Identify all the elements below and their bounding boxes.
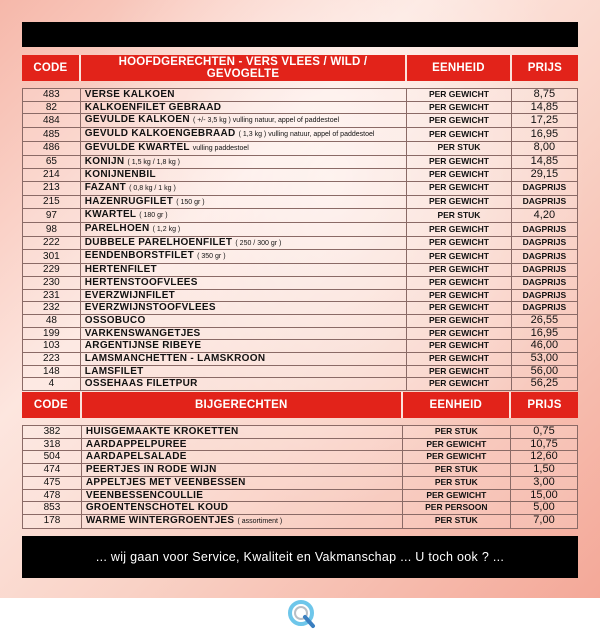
- item-name: VARKENSWANGETJES: [84, 327, 201, 339]
- item-name: OSSEHAAS FILETPUR: [84, 378, 198, 390]
- item-note: ( 1,2 kg ): [152, 226, 181, 234]
- table-row: [22, 328, 578, 341]
- item-unit: PER GEWICHT: [407, 366, 512, 379]
- item-unit: PER GEWICHT: [407, 264, 512, 277]
- item-code: 199: [22, 328, 81, 341]
- item-name-cell: [81, 250, 407, 264]
- item-name-cell: [81, 378, 407, 391]
- table-row: [22, 209, 578, 223]
- item-note: ( 1,3 kg ) vulling natuur, appel of paddestoel: [238, 131, 375, 139]
- item-unit: PER STUK: [407, 209, 512, 223]
- item-price: DAGPRIJS: [512, 223, 578, 237]
- item-name: EVERZWIJNFILET: [84, 289, 176, 301]
- item-name-cell: [81, 328, 407, 341]
- table-row: [22, 156, 578, 170]
- item-name-cell: [81, 209, 407, 223]
- table-row: [22, 302, 578, 315]
- item-name-cell: [81, 182, 407, 196]
- item-price: 46,00: [512, 340, 578, 353]
- item-name-cell: [81, 290, 407, 303]
- table-row: [22, 451, 578, 464]
- item-code: 178: [22, 515, 82, 529]
- item-price: 1,50: [511, 464, 578, 477]
- main-dishes-header-row: [22, 55, 578, 81]
- table-row: [22, 142, 578, 156]
- item-code: 474: [22, 464, 82, 477]
- item-name: PARELHOEN: [84, 223, 150, 235]
- item-name: VEENBESSENCOULLIE: [85, 489, 204, 501]
- item-code: 222: [22, 237, 81, 251]
- item-name-cell: [81, 302, 407, 315]
- item-name: FAZANT: [84, 181, 127, 193]
- item-unit: PER GEWICHT: [407, 290, 512, 303]
- item-price: 14,85: [512, 102, 578, 115]
- item-name-cell: [82, 515, 403, 529]
- item-unit: PER GEWICHT: [407, 114, 512, 128]
- side-dishes-header-row: [22, 392, 578, 418]
- item-name: GROENTENSCHOTEL KOUD: [85, 502, 229, 514]
- item-note: vulling paddestoel: [192, 144, 249, 152]
- item-code: 318: [22, 439, 82, 452]
- item-code: 213: [22, 182, 81, 196]
- item-code: 4: [22, 378, 81, 391]
- item-name: PEERTJES IN RODE WIJN: [85, 464, 217, 476]
- item-price: 8,00: [512, 142, 578, 156]
- item-name: GEVULDE KWARTEL: [84, 141, 190, 153]
- item-unit: PER GEWICHT: [407, 353, 512, 366]
- item-unit: PER GEWICHT: [407, 237, 512, 251]
- item-code: 223: [22, 353, 81, 366]
- table-row: [22, 425, 578, 439]
- item-code: 853: [22, 502, 82, 515]
- item-note: ( 150 gr ): [176, 198, 205, 206]
- item-name-cell: [81, 264, 407, 277]
- item-name-cell: [81, 340, 407, 353]
- item-name: AARDAPELSALADE: [85, 451, 187, 463]
- item-unit: PER STUK: [403, 425, 511, 439]
- item-price: DAGPRIJS: [512, 182, 578, 196]
- main-dishes-table: [22, 55, 578, 391]
- item-name-cell: [82, 464, 403, 477]
- item-unit: PER GEWICHT: [407, 328, 512, 341]
- item-price: 3,00: [511, 477, 578, 490]
- table-row: [22, 88, 578, 102]
- q-logo-icon: [282, 598, 322, 630]
- item-name-cell: [81, 156, 407, 170]
- item-name: HUISGEMAAKTE KROKETTEN: [85, 426, 239, 437]
- table-row: [22, 366, 578, 379]
- item-name-cell: [81, 102, 407, 115]
- item-unit: PER GEWICHT: [407, 128, 512, 142]
- item-name: GEVULDE KALKOEN: [84, 114, 190, 126]
- table-row: [22, 114, 578, 128]
- item-price: DAGPRIJS: [512, 237, 578, 251]
- item-code: 382: [22, 425, 82, 439]
- item-name: HERTENSTOOFVLEES: [84, 276, 198, 288]
- header-main-dishes: HOOFDGERECHTEN - VERS VLEES / WILD / GEVOGELTE: [81, 55, 407, 81]
- item-unit: PER GEWICHT: [407, 302, 512, 315]
- item-name-cell: [82, 451, 403, 464]
- item-price: 4,20: [512, 209, 578, 223]
- item-code: 215: [22, 196, 81, 210]
- item-unit: PER STUK: [407, 142, 512, 156]
- header-side-dishes: BIJGERECHTEN: [82, 392, 403, 418]
- item-name: ARGENTIJNSE RIBEYE: [84, 340, 202, 352]
- item-price: 12,60: [511, 451, 578, 464]
- item-note: ( 250 / 300 gr ): [235, 239, 282, 247]
- item-name: KONIJN: [84, 155, 125, 167]
- item-name-cell: [81, 237, 407, 251]
- item-unit: PER PERSOON: [403, 502, 511, 515]
- item-name-cell: [81, 315, 407, 328]
- table-row: [22, 464, 578, 477]
- item-code: 65: [22, 156, 81, 170]
- item-price: 56,00: [512, 366, 578, 379]
- item-name: VERSE KALKOEN: [84, 89, 175, 100]
- item-code: 486: [22, 142, 81, 156]
- item-name-cell: [81, 277, 407, 290]
- item-code: 485: [22, 128, 81, 142]
- item-code: 504: [22, 451, 82, 464]
- item-name-cell: [81, 142, 407, 156]
- item-name-cell: [81, 128, 407, 142]
- item-price: DAGPRIJS: [512, 264, 578, 277]
- item-name: LAMSMANCHETTEN - LAMSKROON: [84, 353, 266, 365]
- item-code: 82: [22, 102, 81, 115]
- header-unit: EENHEID: [403, 392, 511, 418]
- table-row: [22, 169, 578, 182]
- item-price: 8,75: [512, 88, 578, 102]
- item-name: EVERZWIJNSTOOFVLEES: [84, 302, 216, 314]
- table-row: [22, 502, 578, 515]
- table-row: [22, 250, 578, 264]
- header-unit: EENHEID: [407, 55, 512, 81]
- table-row: [22, 353, 578, 366]
- item-name: LAMSFILET: [84, 365, 144, 377]
- item-name-cell: [81, 353, 407, 366]
- item-note: ( 0,8 kg / 1 kg ): [129, 184, 176, 192]
- table-row: [22, 128, 578, 142]
- item-unit: PER GEWICHT: [407, 182, 512, 196]
- item-name: HAZENRUGFILET: [84, 195, 174, 207]
- header-code: CODE: [22, 55, 81, 81]
- item-name: KWARTEL: [84, 209, 137, 221]
- table-row: [22, 290, 578, 303]
- item-price: 53,00: [512, 353, 578, 366]
- item-price: DAGPRIJS: [512, 196, 578, 210]
- item-name-cell: [82, 439, 403, 452]
- item-name-cell: [82, 490, 403, 503]
- table-row: [22, 515, 578, 529]
- table-row: [22, 340, 578, 353]
- item-price: 15,00: [511, 490, 578, 503]
- item-price: 56,25: [512, 378, 578, 391]
- item-name: GEVULD KALKOENGEBRAAD: [84, 128, 236, 140]
- item-name: DUBBELE PARELHOENFILET: [84, 236, 233, 248]
- item-note: ( 180 gr ): [139, 212, 168, 220]
- item-unit: PER GEWICHT: [407, 315, 512, 328]
- item-unit: PER GEWICHT: [407, 169, 512, 182]
- item-unit: PER GEWICHT: [407, 340, 512, 353]
- table-row: [22, 477, 578, 490]
- item-code: 230: [22, 277, 81, 290]
- item-price: DAGPRIJS: [512, 250, 578, 264]
- item-note: ( +/- 3,5 kg ) vulling natuur, appel of paddestoel: [192, 117, 340, 125]
- item-name: AARDAPPELPUREE: [85, 438, 187, 450]
- item-unit: PER GEWICHT: [407, 223, 512, 237]
- item-code: 98: [22, 223, 81, 237]
- item-name: KALKOENFILET GEBRAAD: [84, 101, 222, 113]
- item-code: 48: [22, 315, 81, 328]
- item-name: APPELTJES MET VEENBESSEN: [85, 476, 246, 488]
- table-row: [22, 223, 578, 237]
- item-price: 29,15: [512, 169, 578, 182]
- item-price: DAGPRIJS: [512, 302, 578, 315]
- item-price: 0,75: [511, 425, 578, 439]
- item-price: 17,25: [512, 114, 578, 128]
- item-price: 5,00: [511, 502, 578, 515]
- item-unit: PER GEWICHT: [407, 156, 512, 170]
- header-price: PRIJS: [512, 55, 578, 81]
- item-unit: PER GEWICHT: [407, 102, 512, 115]
- item-code: 97: [22, 209, 81, 223]
- item-name: KONIJNENBIL: [84, 169, 156, 181]
- item-unit: PER GEWICHT: [407, 378, 512, 391]
- item-unit: PER GEWICHT: [403, 439, 511, 452]
- item-price: 14,85: [512, 156, 578, 170]
- item-price: DAGPRIJS: [512, 290, 578, 303]
- item-name-cell: [82, 502, 403, 515]
- item-name: OSSOBUCO: [84, 314, 146, 326]
- item-unit: PER STUK: [403, 477, 511, 490]
- top-bar: [22, 22, 578, 47]
- item-unit: PER GEWICHT: [407, 88, 512, 102]
- item-code: 483: [22, 88, 81, 102]
- table-row: [22, 490, 578, 503]
- item-name-cell: [81, 169, 407, 182]
- item-price: 7,00: [511, 515, 578, 529]
- item-code: 231: [22, 290, 81, 303]
- table-row: [22, 277, 578, 290]
- table-row: [22, 102, 578, 115]
- header-price: PRIJS: [511, 392, 578, 418]
- item-unit: PER GEWICHT: [407, 196, 512, 210]
- item-name: EENDENBORSTFILET: [84, 250, 195, 262]
- item-name-cell: [81, 366, 407, 379]
- item-unit: PER GEWICHT: [403, 451, 511, 464]
- table-row: [22, 439, 578, 452]
- item-name-cell: [82, 477, 403, 490]
- item-code: 103: [22, 340, 81, 353]
- item-name: HERTENFILET: [84, 264, 157, 276]
- item-unit: PER STUK: [403, 515, 511, 529]
- item-name: WARME WINTERGROENTJES: [85, 514, 235, 526]
- item-code: 214: [22, 169, 81, 182]
- item-name-cell: [81, 196, 407, 210]
- item-code: 475: [22, 477, 82, 490]
- item-name-cell: [81, 114, 407, 128]
- item-note: ( assortiment ): [237, 517, 283, 525]
- header-code: CODE: [22, 392, 82, 418]
- item-unit: PER GEWICHT: [407, 277, 512, 290]
- item-code: 232: [22, 302, 81, 315]
- table-row: [22, 264, 578, 277]
- item-unit: PER GEWICHT: [403, 490, 511, 503]
- table-row: [22, 237, 578, 251]
- table-row: [22, 196, 578, 210]
- item-name-cell: [82, 425, 403, 439]
- item-note: ( 350 gr ): [197, 253, 226, 261]
- item-code: 229: [22, 264, 81, 277]
- item-price: 26,55: [512, 315, 578, 328]
- table-row: [22, 378, 578, 391]
- item-unit: PER STUK: [403, 464, 511, 477]
- item-name-cell: [81, 223, 407, 237]
- item-price: DAGPRIJS: [512, 277, 578, 290]
- item-code: 478: [22, 490, 82, 503]
- item-price: 16,95: [512, 128, 578, 142]
- item-name-cell: [81, 88, 407, 102]
- item-code: 301: [22, 250, 81, 264]
- item-note: ( 1,5 kg / 1,8 kg ): [127, 158, 180, 166]
- table-row: [22, 182, 578, 196]
- item-code: 484: [22, 114, 81, 128]
- item-unit: PER GEWICHT: [407, 250, 512, 264]
- footer-slogan: ... wij gaan voor Service, Kwaliteit en Vakmanschap ... U toch ook ? ...: [22, 536, 578, 578]
- side-dishes-table: [22, 392, 578, 529]
- table-row: [22, 315, 578, 328]
- item-price: 10,75: [511, 439, 578, 452]
- item-code: 148: [22, 366, 81, 379]
- item-price: 16,95: [512, 328, 578, 341]
